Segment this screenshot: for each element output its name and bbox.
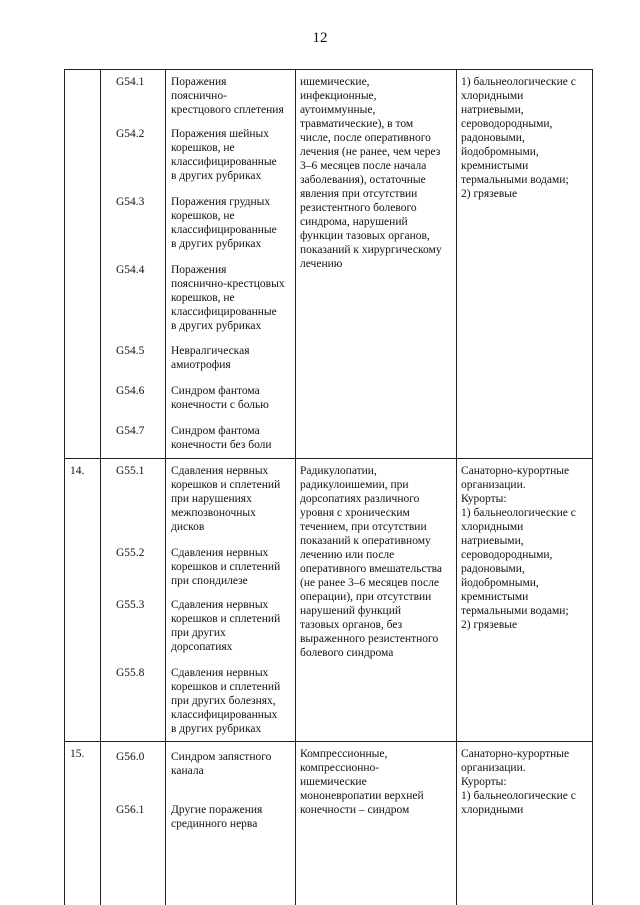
- indications-line: (не ранее 3–6 месяцев после: [300, 577, 439, 589]
- indications-line: операции), при отсутствии: [300, 591, 432, 603]
- indications-line: Компрессионные,: [300, 748, 388, 760]
- diagnosis-name-line: Сдавления нервных: [171, 667, 269, 679]
- diagnosis-name-line: Сдавления нервных: [171, 465, 269, 477]
- diagnosis-name-line: в других рубриках: [171, 723, 262, 735]
- indications-line: конечности – синдром: [300, 804, 410, 816]
- diagnosis-name-line: Синдром запястного: [171, 751, 272, 763]
- indications-line: радикулоишемии, при: [300, 479, 409, 491]
- diagnosis-name-line: Поражения: [171, 76, 227, 88]
- diagnosis-name-line: Сдавления нервных: [171, 547, 269, 559]
- diagnosis-code: G54.5: [116, 345, 145, 357]
- row-number: 15.: [70, 748, 85, 760]
- indications-line: аутоиммунные,: [300, 104, 376, 116]
- indications-line: показаний к оперативному: [300, 535, 431, 547]
- treatment-line: Курорты:: [461, 776, 507, 788]
- diagnosis-name-line: при других: [171, 627, 226, 639]
- treatment-line: организации.: [461, 479, 526, 491]
- diagnosis-name-line: пояснично-: [171, 90, 227, 102]
- diagnosis-name-line: Синдром фантома: [171, 425, 260, 437]
- indications-line: дорсопатиях различного: [300, 493, 420, 505]
- treatment-line: сероводородными,: [461, 549, 553, 561]
- indications-line: тазовых органов, без: [300, 619, 403, 631]
- diagnosis-code: G54.7: [116, 425, 145, 437]
- diagnosis-code: G56.1: [116, 804, 145, 816]
- treatment-line: Курорты:: [461, 493, 507, 505]
- treatment-line: радоновыми,: [461, 132, 525, 144]
- treatment-line: термальными водами;: [461, 605, 569, 617]
- indications-line: болевого синдрома: [300, 647, 394, 659]
- diagnosis-code: G55.8: [116, 667, 145, 679]
- treatment-line: натриевыми,: [461, 104, 524, 116]
- diagnosis-name-line: дисков: [171, 521, 205, 533]
- indications-line: числе, после оперативного: [300, 132, 431, 144]
- diagnosis-code: G54.2: [116, 128, 145, 140]
- indications-line: ишемические,: [300, 76, 370, 88]
- indications-line: течением, при отсутствии: [300, 521, 427, 533]
- diagnosis-name-line: срединного нерва: [171, 818, 258, 830]
- diagnosis-name-line: при спондилезе: [171, 575, 248, 587]
- indications-line: явления при отсутствии: [300, 188, 418, 200]
- diagnosis-code: G54.1: [116, 76, 145, 88]
- diagnosis-code: G55.2: [116, 547, 145, 559]
- diagnosis-name-line: корешков и сплетений: [171, 613, 281, 625]
- diagnosis-code: G55.3: [116, 599, 145, 611]
- treatment-line: хлоридными: [461, 521, 524, 533]
- diagnosis-name-line: конечности с болью: [171, 399, 269, 411]
- treatment-line: Санаторно-курортные: [461, 748, 570, 760]
- diagnosis-name-line: в других рубриках: [171, 238, 262, 250]
- treatment-line: йодобромными,: [461, 146, 539, 158]
- diagnosis-name-line: Невралгическая: [171, 345, 250, 357]
- diagnosis-name-line: классифицированных: [171, 709, 278, 721]
- treatment-line: термальными водами;: [461, 174, 569, 186]
- indications-line: 3–6 месяцев после начала: [300, 160, 427, 172]
- treatment-line: хлоридными: [461, 804, 524, 816]
- diagnosis-name-line: корешков, не: [171, 292, 235, 304]
- diagnosis-code: G54.6: [116, 385, 145, 397]
- diagnosis-name-line: корешков, не: [171, 142, 235, 154]
- page-number: 12: [312, 30, 328, 46]
- treatment-line: хлоридными: [461, 90, 524, 102]
- indications-line: функции тазовых органов,: [300, 230, 430, 242]
- treatment-line: 2) грязевые: [461, 188, 518, 200]
- column-divider: [165, 69, 166, 905]
- indications-line: уровня с хроническим: [300, 507, 410, 519]
- treatment-line: йодобромными,: [461, 577, 539, 589]
- diagnosis-name-line: Другие поражения: [171, 804, 263, 816]
- indications-line: ишемические: [300, 776, 367, 788]
- treatment-line: 1) бальнеологические с: [461, 76, 576, 88]
- diagnosis-name-line: в других рубриках: [171, 320, 262, 332]
- indications-line: показаний к хирургическому: [300, 244, 442, 256]
- indications-line: мононевропатии верхней: [300, 790, 424, 802]
- column-divider: [100, 69, 101, 905]
- column-divider: [295, 69, 296, 905]
- indications-line: лечения (не ранее, чем через: [300, 146, 441, 158]
- treatment-line: кремнистыми: [461, 591, 529, 603]
- treatment-line: 1) бальнеологические с: [461, 790, 576, 802]
- diagnosis-name-line: Синдром фантома: [171, 385, 260, 397]
- diagnosis-name-line: корешков, не: [171, 210, 235, 222]
- diagnosis-name-line: дорсопатиях: [171, 641, 233, 653]
- diagnosis-name-line: амиотрофия: [171, 359, 231, 371]
- treatment-line: 2) грязевые: [461, 619, 518, 631]
- indications-line: резистентного болевого: [300, 202, 417, 214]
- diagnosis-code: G56.0: [116, 751, 145, 763]
- indications-line: Радикулопатии,: [300, 465, 377, 477]
- indications-line: выраженного резистентного: [300, 633, 439, 645]
- indications-line: лечению: [300, 258, 343, 270]
- column-divider: [64, 69, 65, 905]
- row-divider: [64, 458, 593, 459]
- treatment-line: натриевыми,: [461, 535, 524, 547]
- diagnosis-name-line: Поражения: [171, 264, 227, 276]
- diagnosis-name-line: в других рубриках: [171, 170, 262, 182]
- diagnosis-name-line: классифицированные: [171, 224, 277, 236]
- diagnosis-name-line: межпозвоночных: [171, 507, 256, 519]
- diagnosis-name-line: корешков и сплетений: [171, 479, 281, 491]
- diagnosis-name-line: при нарушениях: [171, 493, 252, 505]
- diagnosis-name-line: Сдавления нервных: [171, 599, 269, 611]
- treatment-line: сероводородными,: [461, 118, 553, 130]
- diagnosis-name-line: корешков и сплетений: [171, 561, 281, 573]
- row-divider: [64, 741, 593, 742]
- column-divider: [456, 69, 457, 905]
- indications-line: лечению или после: [300, 549, 395, 561]
- treatment-line: 1) бальнеологические с: [461, 507, 576, 519]
- indications-line: оперативного вмешательства: [300, 563, 443, 575]
- column-divider: [592, 69, 593, 905]
- indications-line: нарушений функций: [300, 605, 402, 617]
- treatment-line: организации.: [461, 762, 526, 774]
- diagnosis-name-line: при других болезнях,: [171, 695, 276, 707]
- indications-line: инфекционные,: [300, 90, 377, 102]
- row-number: 14.: [70, 465, 85, 477]
- diagnosis-name-line: Поражения грудных: [171, 196, 271, 208]
- treatment-line: Санаторно-курортные: [461, 465, 570, 477]
- diagnosis-name-line: классифицированные: [171, 306, 277, 318]
- diagnosis-code: G55.1: [116, 465, 145, 477]
- diagnosis-name-line: канала: [171, 765, 204, 777]
- diagnosis-name-line: Поражения шейных: [171, 128, 270, 140]
- diagnosis-name-line: корешков и сплетений: [171, 681, 281, 693]
- diagnosis-code: G54.4: [116, 264, 145, 276]
- indications-line: заболевания), остаточные: [300, 174, 426, 186]
- table-border-top: [64, 69, 593, 70]
- diagnosis-name-line: конечности без боли: [171, 439, 272, 451]
- indications-line: синдрома, нарушений: [300, 216, 408, 228]
- diagnosis-code: G54.3: [116, 196, 145, 208]
- diagnosis-name-line: классифицированные: [171, 156, 277, 168]
- treatment-line: радоновыми,: [461, 563, 525, 575]
- treatment-line: кремнистыми: [461, 160, 529, 172]
- diagnosis-name-line: пояснично-крестцовых: [171, 278, 285, 290]
- indications-line: травматические), в том: [300, 118, 414, 130]
- indications-line: компрессионно-: [300, 762, 380, 774]
- diagnosis-name-line: крестцового сплетения: [171, 104, 284, 116]
